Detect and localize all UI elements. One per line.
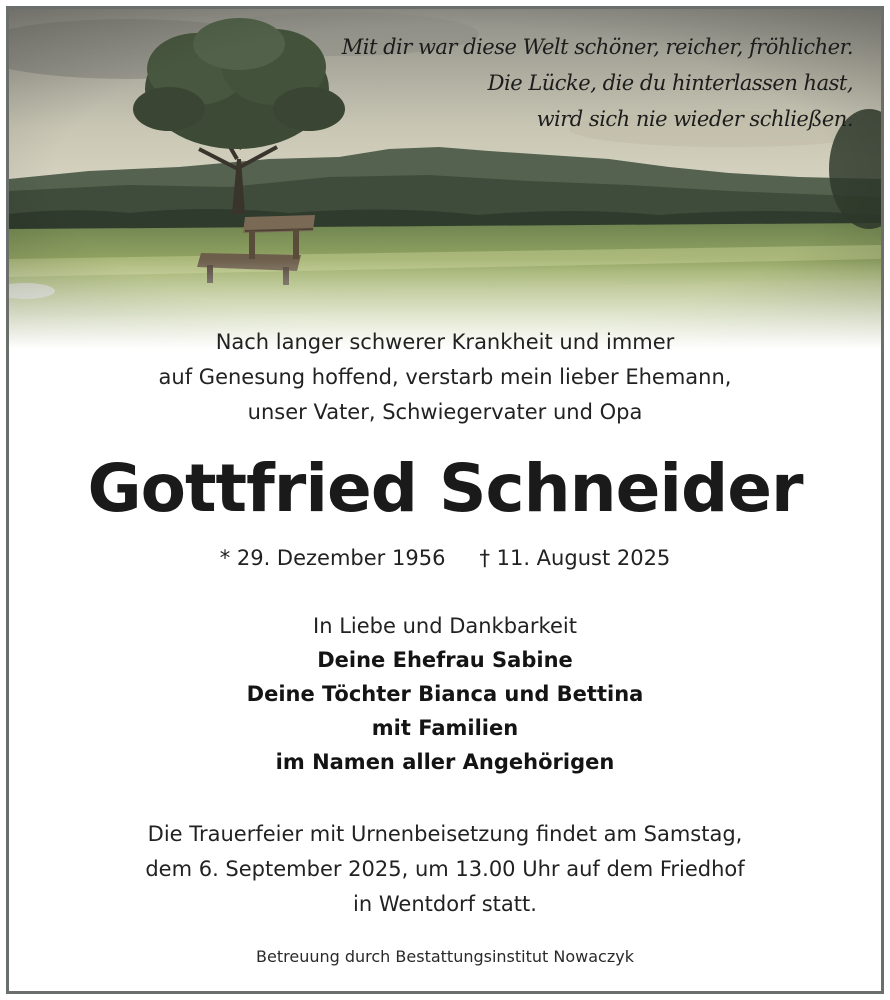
- mourner-line: im Namen aller Angehörigen: [275, 750, 615, 774]
- mourner-line: Deine Töchter Bianca und Bettina: [246, 682, 644, 706]
- service-line: in Wentdorf statt.: [353, 892, 537, 916]
- mourner-line: Deine Ehefrau Sabine: [317, 648, 573, 672]
- service-line: Die Trauerfeier mit Urnenbeisetzung findet am Samstag,: [147, 822, 743, 846]
- intro-text: [9, 325, 881, 430]
- birth-date: * 29. Dezember 1956: [219, 546, 446, 570]
- intro-line: Nach langer schwerer Krankheit und immer: [215, 330, 675, 354]
- mourner-line: mit Familien: [371, 716, 519, 740]
- service-info: [9, 817, 881, 922]
- quote-line: Die Lücke, die du hinterlassen hast,: [487, 71, 853, 95]
- mourners-intro: In Liebe und Dankbarkeit: [313, 614, 577, 638]
- quote-line: Mit dir war diese Welt schöner, reicher, fröhlicher.: [341, 35, 853, 59]
- service-line: dem 6. September 2025, um 13.00 Uhr auf dem Friedhof: [145, 857, 745, 881]
- quote-line: wird sich nie wieder schließen.: [536, 107, 853, 131]
- quote-block: [333, 29, 853, 137]
- death-date: † 11. August 2025: [479, 546, 671, 570]
- landscape-photo: [9, 9, 881, 349]
- life-dates: [9, 541, 881, 575]
- obituary-frame: [6, 6, 884, 994]
- mourners-block: [9, 609, 881, 779]
- funeral-home-credit: Betreuung durch Bestattungsinstitut Nowaczyk: [256, 947, 634, 966]
- intro-line: unser Vater, Schwiegervater und Opa: [247, 400, 643, 424]
- intro-line: auf Genesung hoffend, verstarb mein lieber Ehemann,: [158, 365, 732, 389]
- deceased-name: Gottfried Schneider: [87, 450, 803, 527]
